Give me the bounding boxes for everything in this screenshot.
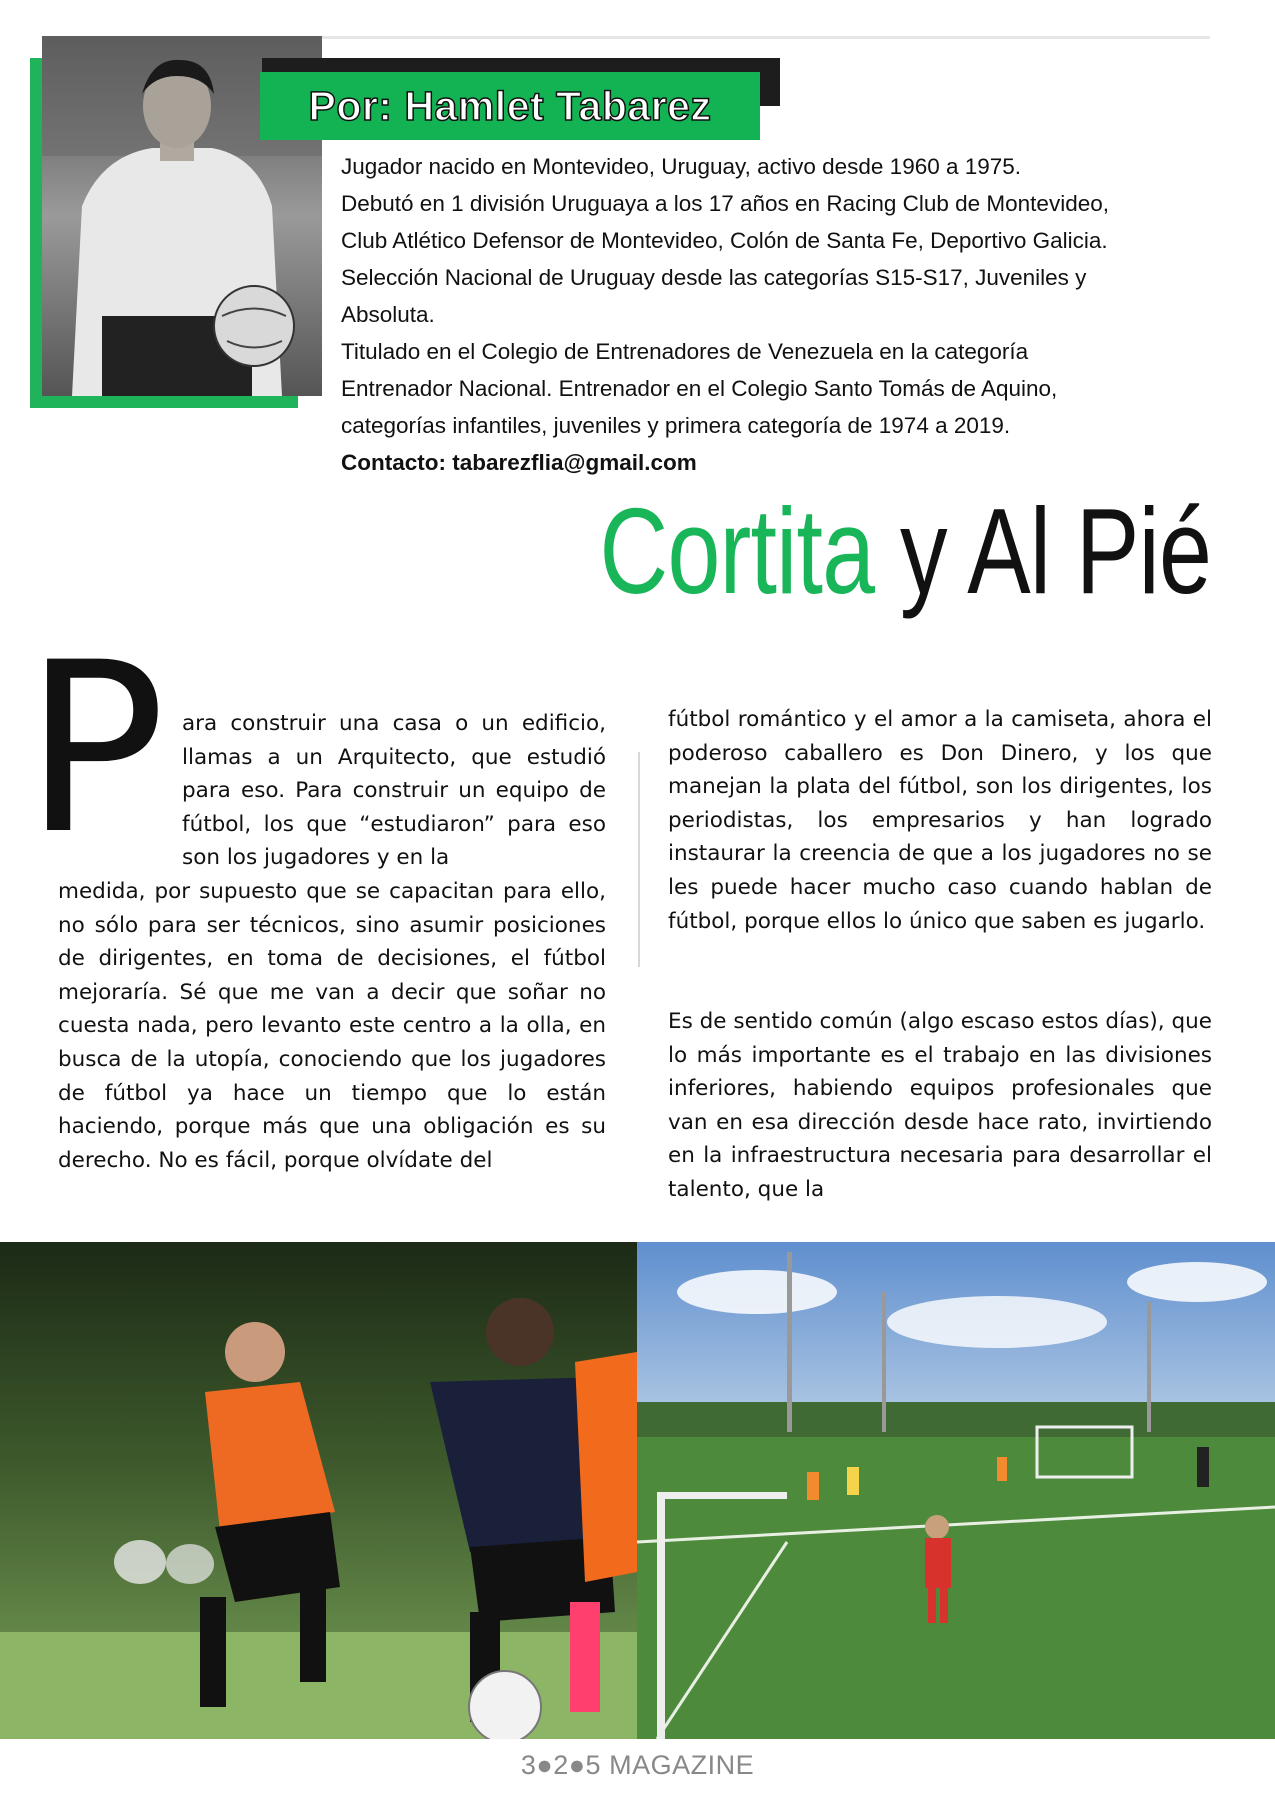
bio-line: categorías infantiles, juveniles y primera categoría de 1974 a 2019. (341, 413, 1011, 438)
author-byline: Por: Hamlet Tabarez (308, 82, 712, 129)
column-divider (638, 752, 640, 967)
paragraph: ara construir una casa o un edificio, llamas a un Arquitecto, que estudió para eso. Para construir un equipo de fútbol, los que “estudiaron” para eso son los jugadores y en la (182, 711, 606, 871)
bio-line: Absoluta. (341, 302, 435, 327)
bio-line: Titulado en el Colegio de Entrenadores de Venezuela en la categoría (341, 339, 1029, 364)
bio-line: Selección Nacional de Uruguay desde las categorías S15-S17, Juveniles y (341, 265, 1087, 290)
author-bio (341, 148, 1251, 481)
top-rule (320, 36, 1210, 39)
column-2-paragraph-2 (668, 1005, 1212, 1207)
headline-black: y Al Pié (899, 483, 1211, 619)
headline-green: Cortita (599, 483, 875, 619)
column-1-body (58, 875, 606, 1177)
photo-training-field-illustration (637, 1242, 1275, 1739)
bio-line: Entrenador Nacional. Entrenador en el Colegio Santo Tomás de Aquino, (341, 376, 1058, 401)
bio-line: Debutó en 1 división Uruguaya a los 17 años en Racing Club de Montevideo, (341, 191, 1109, 216)
photo-kids-match (0, 1242, 637, 1739)
contact-email: Contacto: tabarezflia@gmail.com (341, 450, 697, 475)
photo-training-field (637, 1242, 1275, 1739)
paragraph: Es de sentido común (algo escaso estos días), que lo más importante es el trabajo en las divisiones inferiores, habiendo equipos profesionales que van en esa dirección desde hace rato, invirtiendo en la infraestructura necesaria para desarrollar el talento, que la (668, 1009, 1212, 1202)
bio-line: Club Atlético Defensor de Montevideo, Colón de Santa Fe, Deportivo Galicia. (341, 228, 1108, 253)
magazine-footer: 3●2●5 MAGAZINE (520, 1750, 755, 1780)
column-2-paragraph-1 (668, 703, 1212, 938)
photo-kids-match-illustration (0, 1242, 637, 1739)
paragraph: fútbol romántico y el amor a la camiseta, ahora el poderoso caballero es Don Dinero, y los que manejan la plata del fútbol, son los dirigentes, los periodistas, los empresarios y han logrado instaurar la creencia de que a los jugadores no se les puede hacer mucho caso cuando hablan de fútbol, porque ellos lo único que saben es jugarlo. (668, 707, 1212, 934)
drop-cap: P (24, 613, 166, 886)
column-1-intro (182, 707, 606, 875)
bio-line: Jugador nacido en Montevideo, Uruguay, activo desde 1960 a 1975. (341, 154, 1022, 179)
byline-box (260, 72, 760, 140)
paragraph: medida, por supuesto que se capacitan para ello, no sólo para ser técnicos, sino asumir posiciones de dirigentes, en toma de decisiones, el fútbol mejoraría. Sé que me van a decir que soñar no cuesta nada, pero levanto este centro a la olla, en busca de la utopía, conociendo que los jugadores de fútbol ya hace un tiempo que lo están haciendo, porque más que una obligación es su derecho. No es fácil, porque olvídate del (58, 879, 606, 1173)
article-headline (599, 483, 1211, 619)
